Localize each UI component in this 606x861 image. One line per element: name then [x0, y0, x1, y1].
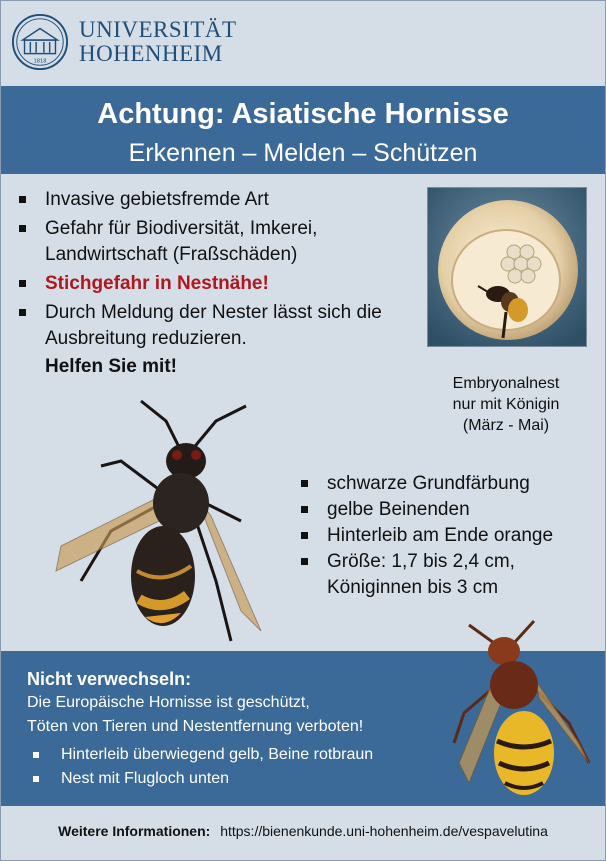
title-band: [1, 86, 605, 174]
nest-caption-line-3: (März - Mai): [462, 417, 550, 434]
feature-item: gelbe Beinenden: [297, 497, 597, 523]
nest-caption-line-2: nur mit Königin: [452, 396, 560, 413]
note-heading: Nicht verwechseln:: [27, 669, 192, 689]
footer: [1, 823, 605, 839]
nest-caption-line-1: Embryonalnest: [452, 375, 560, 392]
seal-year: 1818: [33, 58, 47, 65]
fact-item: Invasive gebietsfremde Art: [15, 187, 415, 213]
features-list: [297, 471, 597, 601]
fact-item-warning: Stichgefahr in Nestnähe!: [15, 271, 415, 297]
fact-item: Gefahr für Biodiversität, Imkerei, Landwirtschaft (Fraßschäden): [15, 216, 415, 268]
note-line-2: Töten von Tieren und Nestentfernung verboten!: [27, 718, 364, 735]
note-item: Hinterleib überwiegend gelb, Beine rotbraun: [27, 743, 447, 767]
embryonic-nest-photo: [427, 187, 587, 347]
call-to-action: Helfen Sie mit!: [45, 356, 177, 377]
university-seal-icon: [11, 13, 69, 71]
feature-item: schwarze Grundfärbung: [297, 471, 597, 497]
poster-subtitle: Erkennen – Melden – Schützen: [128, 139, 478, 167]
logo-line-2: HOHENHEIM: [79, 41, 223, 66]
note-item: Nest mit Flugloch unten: [27, 767, 447, 791]
note-list: [27, 743, 447, 791]
feature-item: Hinterleib am Ende orange: [297, 523, 597, 549]
european-hornet-image: [439, 613, 599, 813]
fact-item: Durch Meldung der Nester lässt sich die Ausbreitung reduzieren.: [15, 300, 415, 352]
asian-hornet-image: [41, 381, 271, 671]
university-name: [79, 18, 237, 66]
note-line-1: Die Europäische Hornisse ist geschützt,: [27, 694, 310, 711]
poster-title: Achtung: Asiatische Hornisse: [97, 98, 509, 130]
footer-label: Weitere Informationen:: [58, 823, 211, 839]
university-logo: [11, 11, 237, 73]
nest-caption: [431, 373, 581, 436]
feature-item: Größe: 1,7 bis 2,4 cm, Königinnen bis 3 cm: [297, 549, 597, 601]
facts-list: [15, 187, 415, 355]
info-link[interactable]: https://bienenkunde.uni-hohenheim.de/vespavelutina: [220, 823, 548, 839]
logo-line-1: UNIVERSITÄT: [79, 17, 237, 42]
